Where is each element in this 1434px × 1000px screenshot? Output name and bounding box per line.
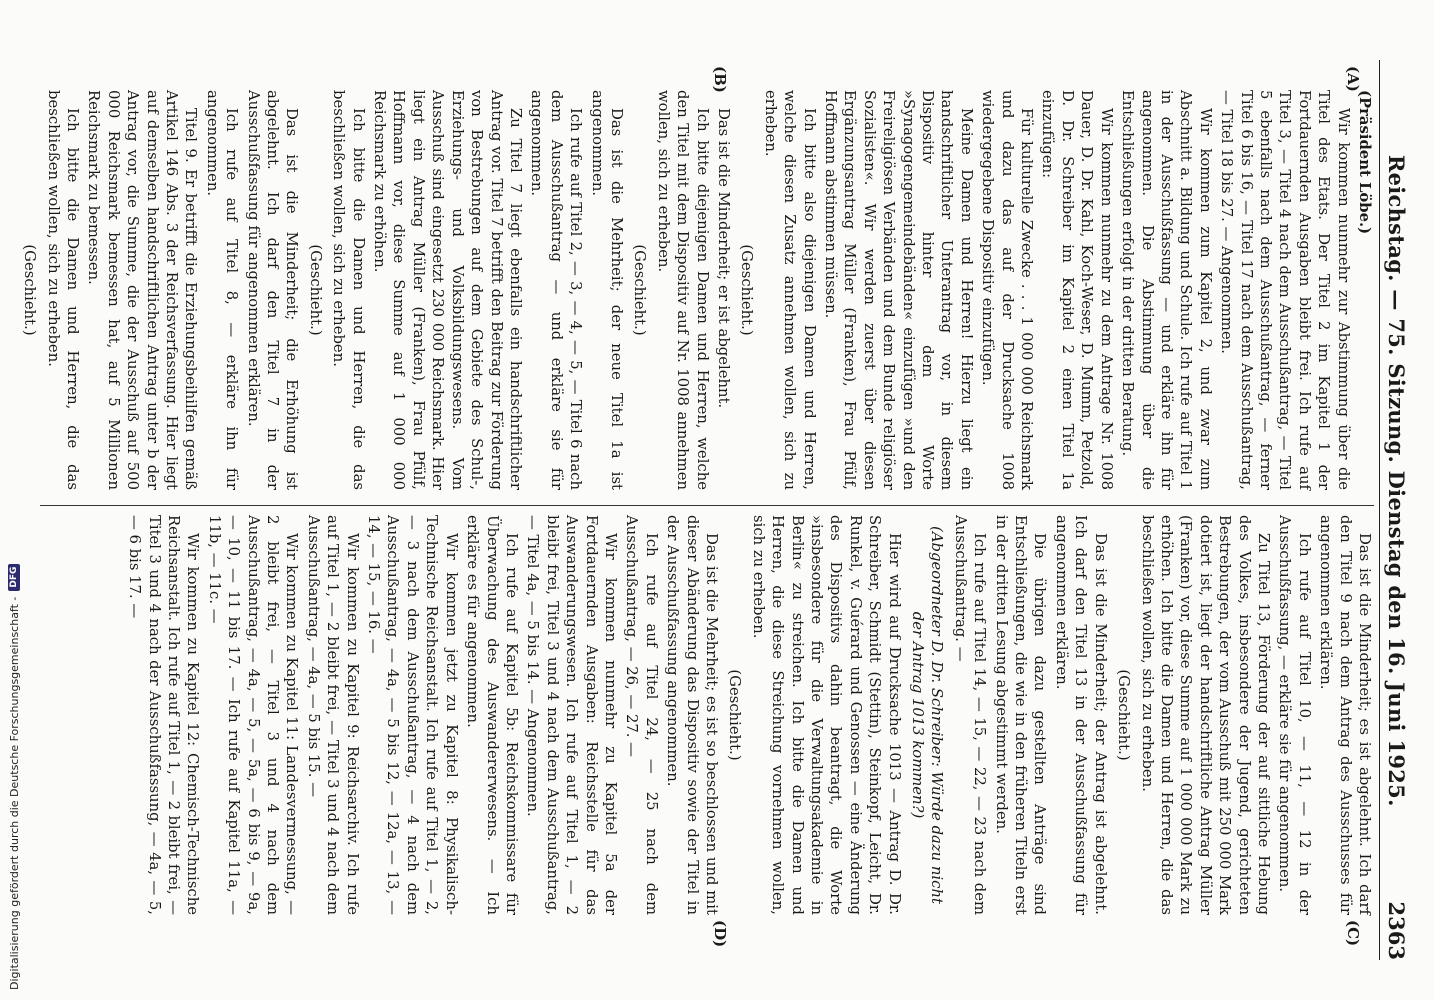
margin-marker-d: (D): [711, 920, 729, 948]
paragraph: Das ist die Minderheit; er ist abgelehnt.: [715, 108, 732, 409]
paragraph: Wir kommen zu Kapitel 9: Reichsarchiv. Ich rufe auf Titel 1, — 2 bleibt frei, — Titel 3 und 4 nach dem Ausschußantrag, — 4a, — 5 bis 15. —: [304, 515, 361, 915]
paragraph: Zu Titel 13, Förderung der auf sittliche Hebung des Volkes, insbesondere der Jugend, gerichteten Bestrebungen, der vom Ausschuß mit 250 000 Mark dotiert ist, liegt der handschriftliche Antrag Müller (Franken) vor, diese Summe auf 1 000 000 Mark zu erhöhen. Ich bitte die Damen und Herren, die das beschließen wollen, sich zu erheben.: [1138, 515, 1272, 915]
stage-direction: (Geschieht.): [738, 244, 756, 336]
paragraph: Wir kommen zum Kapitel 2, und zwar zum Abschnitt a. Bildung und Schule. Ich rufe auf Titel 1 in der Ausschußfassung — und erkläre ihn für angenommen. Die Abstimmung über die Entschließungen erfolgt in der dritten Beratung.: [1119, 90, 1214, 490]
paragraph: Für kulturelle Zwecke . . . 1 000 000 Reichsmark und dazu das auf der Drucksache 1008 wiedergegebene Dispositiv einzufügen.: [979, 90, 1036, 490]
margin-marker-b: (B): [711, 66, 729, 93]
paragraph: Ich rufe auf Titel 8, — erkläre ihn für angenommen.: [203, 90, 241, 490]
stage-direction: (Geschieht.): [21, 244, 39, 336]
paragraph: Das ist die Mehrheit; der neue Titel 1a ist angenommen.: [588, 90, 625, 490]
paragraph: Ich rufe auf Kapitel 5b: Reichskommissare für Überwachung des Auswandererwesens. — Ich erkläre es für angenommen.: [464, 515, 520, 915]
paragraph: Das ist die Minderheit; der Antrag ist abgelehnt. Ich darf den Titel 13 in der Ausschußfassung für angenommen erklären.: [1052, 515, 1109, 915]
speaker-label: (Präsident Löbe.): [1356, 90, 1373, 235]
paragraph: Ich rufe auf Titel 14, — 15, — 22, — 23 nach dem Ausschußantrag. —: [951, 515, 989, 915]
paragraph: Ich rufe auf Titel 2, — 3, — 4, — 5, — Titel 6 nach dem Ausschußantrag — und erkläre sie für angenommen.: [528, 90, 585, 490]
right-text-column: [40, 515, 1374, 915]
paragraph: Hier wird auf Drucksache 1013 — Antrag D. Dr. Schreiber, Schmidt (Stettin), Steinkopf, Leicht, Dr. Runkel, v. Guérard und Genossen — eine Änderung des Dispositivs dahin beantragt, die Worte »insbesondere für die Verwaltungsakademie in Berlin« zu streichen. Ich bitte die Damen und Herren, die diese Streichung vornehmen wollen, sich zu erheben.: [749, 515, 903, 915]
paragraph: Wir kommen nunmehr zur Abstimmung über die Titel des Etats. Der Titel 2 im Kapitel 1 der Fortdauernden Ausgaben bleibt frei. Ich rufe auf Titel 3, — Titel 4 nach dem Ausschußantrag, — Titel 5 ebenfalls nach dem Ausschußantrag, — ferner Titel 6 bis 16, — Titel 17 nach dem Ausschußantrag, — Titel 18 bis 27. — Angenommen.: [1218, 90, 1352, 490]
paragraph: Titel 9. Er betrifft die Erziehungsbeihilfen gemäß Artikel 146 Abs. 3 der Reichsverfassung. Hier liegt auf demselben handschriftlichen Antrag unter b der Antrag vor, die Summe, die der Ausschuß auf 500 000 Reichsmark bemessen hat, auf 5 Millionen Reichsmark zu bemessen.: [85, 90, 200, 490]
paragraph: Zu Titel 7 liegt ebenfalls ein handschriftlicher Antrag vor. Titel 7 betrifft den Beitrag zur Förderung von Bestrebungen auf dem Gebiete des Schul-, Erziehungs- und Volksbildungswesens. Vom Ausschuß sind eingesetzt 230 000 Reichsmark. Hier liegt ein Antrag Müller (Franken), Frau Pfülf, Hoffmann vor, diese Summe auf 1 000 000 Reichsmark zu erhöhen.: [371, 90, 524, 490]
stage-direction: (Geschieht.): [631, 244, 649, 336]
paragraph: Wir kommen nunmehr zu dem Antrage Nr. 1008 Dauer, D. Dr. Kahl, Koch-Weser, D. Mumm, Petzold, D. Dr. Schreiber im Kapitel 2 einen Titel 1a einzufügen:: [1039, 90, 1115, 490]
dfg-logo: DFG: [8, 564, 20, 591]
paragraph: Wir kommen zu Kapitel 12: Chemisch-Technische Reichsanstalt. Ich rufe auf Titel 1, — 2 bleibt frei, — Titel 3 und 4 nach der Ausschußfassung, — 4a, — 5, — 6 bis 17. —: [126, 515, 202, 915]
paragraph: Meine Damen und Herren! Hierzu liegt ein handschriftlicher Unterantrag vor, in diesem Dispositiv hinter dem Worte »Synagogengemeindebänden« einzufügen »und den Freireligiösen Verbänden und dem Bunde religiöser Sozialisten«. Wir werden zuerst über diesen Ergänzungsantrag Müller (Franken), Frau Pfülf, Hoffmann abstimmen müssen.: [822, 90, 975, 490]
paragraph: Die übrigen dazu gestellten Anträge sind Entschließungen, die wie in den früheren Titeln erst in der dritten Lesung abgestimmt werden.: [992, 515, 1049, 915]
stage-direction: (Abgeordneter D. Dr. Schreiber: Würde dazu nicht der Antrag 1013 kommen?): [909, 526, 946, 904]
stage-direction: (Geschieht.): [726, 669, 744, 761]
paragraph: Das ist die Minderheit; es ist abgelehnt. Ich darf den Titel 9 nach dem Antrag des Ausschusses für angenommen erklären.: [1317, 515, 1373, 915]
paragraph: Ich rufe auf Titel 24, — 25 nach dem Ausschußantrag, — 26, — 27. —: [623, 515, 660, 915]
paragraph: Wir kommen nunmehr zu Kapitel 5a der Fortdauernden Ausgaben: Reichsstelle für das Auswanderungswesen. Ich rufe auf Titel 1, — 2 bleibt frei, Titel 3 und 4 nach dem Ausschußantrag, — Titel 4a, — 5 bis 14. — Angenommen.: [524, 515, 619, 915]
stage-direction: (Geschieht.): [1115, 669, 1133, 761]
paragraph: Wir kommen jetzt zu Kapitel 8: Physikalisch-Technische Reichsanstalt. Ich rufe auf Titel 1, — 2, — 3 nach dem Ausschußantrag, — 4 nach dem Ausschußantrag, — 4a, — 5 bis 12, — 12a, — 13, — 14, — 15, — 16. —: [365, 515, 460, 915]
digitization-footer: [2, 0, 26, 1000]
margin-marker-c: (C): [1344, 920, 1362, 947]
paragraph: Das ist die Minderheit; die Erhöhung ist abgelehnt. Ich darf den Titel 7 in der Ausschußfassung für angenommen erklären.: [244, 90, 301, 490]
column-divider: [40, 505, 1374, 506]
paragraph: Ich bitte die Damen und Herren, die das beschließen wollen, sich zu erheben.: [330, 90, 367, 490]
left-text-column: [21, 90, 1374, 490]
stage-direction: (Geschieht.): [306, 244, 324, 336]
paragraph: Ich bitte die Damen und Herren, die das beschließen wollen, sich zu erheben.: [44, 90, 81, 490]
page-header: [1379, 60, 1424, 960]
footer-text: Digitalisierung gefördert durch die Deutsche Forschungsgemeinschaft -: [7, 596, 21, 990]
header-title: Reichstag. — 75. Sitzung. Dienstag den 16. Juni 1925.: [1384, 154, 1409, 807]
paragraph: Ich bitte diejenigen Damen und Herren, welche den Titel mit dem Dispositiv auf Nr. 1008 annehmen wollen, sich zu erheben.: [654, 90, 711, 490]
paragraph: Wir kommen zu Kapitel 11: Landesvermessung, — 2 bleibt frei, — Titel 3 und 4 nach dem Ausschußantrag, — 4a, — 5, — 5a, — 6 bis 9, — 9a, — 10, — 11 bis 17. — Ich rufe auf Kapitel 11a, — 11b, — 11c. —: [205, 515, 301, 915]
paragraph: Ich bitte also diejenigen Damen und Herren, welche diesen Zusatz annehmen wollen, sich zu erheben.: [761, 90, 818, 490]
paragraph: Ich rufe auf Titel 10, — 11, — 12 in der Ausschußfassung, — erkläre sie für angenommen.: [1276, 515, 1313, 915]
page-number: 2363: [1384, 901, 1409, 960]
margin-marker-a: (A): [1344, 66, 1362, 92]
paragraph: Das ist die Mehrheit; es ist so beschlossen und mit dieser Abänderung das Dispositiv sowie der Titel in der Ausschußfassung angenommen.: [664, 515, 720, 915]
